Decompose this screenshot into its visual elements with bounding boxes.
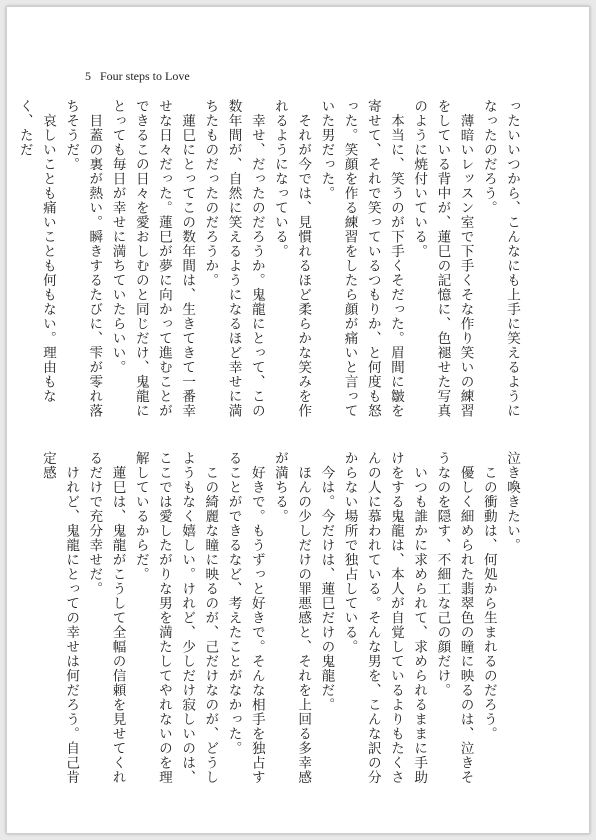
paragraph: 幸せ、だったのだろうか。鬼龍にとって、この数年間が、自然に笑えるようになるほど幸せに満ちたものだったのだろうか。 (202, 99, 265, 418)
paragraph: 哀しいことも痛いことも何もない。理由もなく、ただ (16, 99, 56, 404)
paragraph: 薄暗いレッスン室で下手くそな作り笑いの練習をしている背中が、蓮巳の記憶に、色褪せた写真のように焼付いている。 (411, 99, 474, 418)
paragraph: いつも誰かに求められて、求められるままに手助けをする鬼龍は、本人が自覚しているよりもたくさんの人に慕われている。そんな男を、こんな訳の分からない場所で独占している。 (341, 451, 428, 785)
chapter-title: Four steps to Love (100, 69, 190, 83)
paragraph: それが今では、見慣れるほど柔らかな笑みを作れるようになっている。 (271, 99, 312, 418)
paragraph: この衝動は、何処から生まれるのだろう。 (480, 451, 497, 741)
paragraph: 好きで。もうずっと好きで。そんな相手を独占することができるなど、考えたことがなかった。 (225, 451, 265, 785)
paragraph: 蓮巳にとってこの数年間は、生きてきて一番幸せな日々だった。蓮巳が夢に向かって進むことができるこの日々を愛おしむのと同じだけ、鬼龍にとっても毎日が幸せに満ちていたらいい。 (109, 99, 196, 418)
paragraph: 今は。今だけは、蓮巳だけの鬼龍だ。 (318, 451, 335, 712)
paragraph: ったいいつから、こんなにも上手に笑えるようになったのだろう。 (480, 99, 520, 418)
book-page (6, 6, 590, 834)
page-header (85, 69, 190, 84)
paragraph: この綺麗な瞳に映るのが、己だけなのが、どうしようもなく嬉しい。けれど、少しだけ寂しいのは、ここでは愛したがりな男を満たしてやれないのを理解しているからだ。 (132, 451, 219, 785)
paragraph: けれど、鬼龍にとっての幸せは何だろう。自己肯定感 (39, 451, 80, 785)
paragraph: 優しく細められた翡翠色の瞳に映るのは、泣きそうなのを隠す、不細工な己の顔だけ。 (434, 451, 474, 785)
upper-text-block (16, 99, 523, 429)
lower-text-block (39, 451, 523, 787)
paragraph: 泣き喚きたい。 (504, 451, 520, 553)
paragraph: 目蓋の裏が熱い。瞬きするたびに、雫が零れ落ちそうだ。 (63, 99, 103, 418)
paragraph: ほんの少しだけの罪悪感と、それを上回る多幸感が満ちる。 (271, 451, 312, 785)
paragraph: 蓮巳は、鬼龍がこうして全幅の信頼を見せてくれるだけで充分幸せだ。 (86, 451, 126, 785)
paragraph: 本当に、笑うのが下手くそだった。眉間に皺を寄せて、それで笑っているつもりか、と何度も怒った。笑顔を作る練習をしたら顔が痛いと言っていた男だった。 (318, 99, 404, 418)
page-number: 5 (85, 69, 91, 83)
